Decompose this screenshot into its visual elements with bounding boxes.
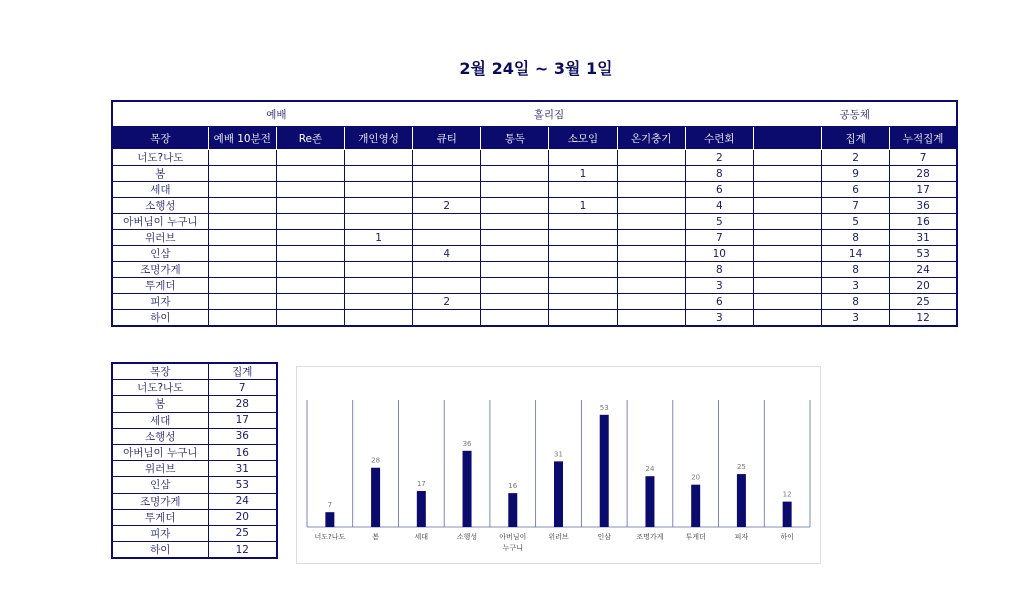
summary-cell: 조명가게 — [112, 493, 208, 509]
table-cell — [208, 198, 276, 214]
table-cell: 8 — [685, 166, 753, 182]
table-cell: 36 — [890, 198, 957, 214]
summary-cell: 31 — [208, 461, 277, 477]
table-cell: 14 — [822, 246, 890, 262]
table-cell: 봄 — [112, 166, 208, 182]
table-cell: 10 — [685, 246, 753, 262]
table-cell — [345, 214, 413, 230]
table-cell — [345, 262, 413, 278]
tick-label: 봄 — [372, 533, 379, 541]
summary-cell: 하이 — [112, 542, 208, 559]
table-cell — [345, 150, 413, 166]
table-cell — [345, 310, 413, 327]
data-label: 20 — [691, 473, 701, 482]
group-spacer — [112, 101, 208, 127]
tick-label: 투게더 — [685, 533, 706, 541]
table-cell — [753, 214, 821, 230]
table-cell: 25 — [890, 294, 957, 310]
data-label: 31 — [554, 450, 563, 459]
table-cell — [617, 150, 685, 166]
table-cell: 16 — [890, 214, 957, 230]
table-cell — [481, 230, 549, 246]
table-cell: 20 — [890, 278, 957, 294]
table-cell: 12 — [890, 310, 957, 327]
bar — [554, 461, 563, 527]
summary-row — [112, 428, 277, 444]
table-cell — [753, 278, 821, 294]
summary-header-row — [112, 363, 277, 380]
table-cell — [413, 150, 481, 166]
column-header: 누적집계 — [890, 127, 957, 150]
table-cell — [617, 294, 685, 310]
bar — [737, 474, 746, 527]
column-header-row — [112, 127, 957, 150]
table-cell: 17 — [890, 182, 957, 198]
summary-cell: 7 — [208, 380, 277, 396]
summary-row — [112, 509, 277, 525]
summary-cell: 너도?나도 — [112, 380, 208, 396]
summary-cell: 위러브 — [112, 461, 208, 477]
summary-cell: 12 — [208, 542, 277, 559]
data-label: 17 — [416, 480, 426, 489]
table-cell — [276, 246, 344, 262]
table-row — [112, 230, 957, 246]
table-cell — [413, 230, 481, 246]
table-cell — [481, 214, 549, 230]
bar — [371, 468, 380, 527]
summary-cell: 인삼 — [112, 477, 208, 493]
table-cell: 9 — [822, 166, 890, 182]
bar — [691, 485, 700, 527]
column-header: 개인영성 — [345, 127, 413, 150]
table-cell — [481, 246, 549, 262]
table-cell — [753, 182, 821, 198]
table-cell: 조명가게 — [112, 262, 208, 278]
data-label: 24 — [645, 465, 655, 474]
table-cell: 하이 — [112, 310, 208, 327]
column-header — [753, 127, 821, 150]
table-cell — [276, 294, 344, 310]
table-cell — [549, 294, 617, 310]
page-title: 2월 24일 ~ 3월 1일 — [459, 59, 613, 78]
table-cell: 너도?나도 — [112, 150, 208, 166]
table-cell — [345, 294, 413, 310]
data-label: 12 — [782, 490, 792, 499]
table-row — [112, 198, 957, 214]
summary-row — [112, 493, 277, 509]
table-cell — [617, 214, 685, 230]
table-cell: 8 — [822, 294, 890, 310]
table-cell — [276, 182, 344, 198]
summary-row — [112, 444, 277, 460]
table-cell — [617, 310, 685, 327]
table-cell: 투게더 — [112, 278, 208, 294]
table-cell — [617, 230, 685, 246]
table-cell — [753, 262, 821, 278]
table-cell — [208, 150, 276, 166]
table-cell — [481, 166, 549, 182]
table-row — [112, 166, 957, 182]
table-cell — [753, 294, 821, 310]
table-cell — [276, 166, 344, 182]
column-header: 예배 10분전 — [208, 127, 276, 150]
table-cell — [413, 166, 481, 182]
table-cell — [208, 182, 276, 198]
table-cell: 5 — [685, 214, 753, 230]
summary-cell: 투게더 — [112, 509, 208, 525]
summary-row — [112, 396, 277, 412]
table-cell — [549, 150, 617, 166]
summary-cell: 24 — [208, 493, 277, 509]
table-cell — [413, 262, 481, 278]
table-cell — [617, 182, 685, 198]
table-cell: 2 — [413, 198, 481, 214]
table-cell — [753, 246, 821, 262]
table-cell — [345, 182, 413, 198]
table-cell: 1 — [549, 166, 617, 182]
table-cell — [276, 214, 344, 230]
table-row — [112, 294, 957, 310]
tick-label: 하이 — [780, 533, 794, 541]
table-cell — [481, 150, 549, 166]
table-cell — [617, 166, 685, 182]
bar — [325, 512, 334, 527]
table-cell — [617, 246, 685, 262]
summary-cell: 아버님이 누구니 — [112, 444, 208, 460]
table-cell: 6 — [822, 182, 890, 198]
tick-label: 누구니 — [502, 544, 523, 552]
table-cell — [413, 182, 481, 198]
summary-cell: 16 — [208, 444, 277, 460]
table-cell — [549, 310, 617, 327]
table-cell — [345, 246, 413, 262]
table-cell: 6 — [685, 182, 753, 198]
table-cell: 7 — [822, 198, 890, 214]
summary-cell: 28 — [208, 396, 277, 412]
table-cell — [753, 310, 821, 327]
tick-label: 조명가게 — [636, 533, 664, 541]
data-label: 16 — [508, 482, 518, 491]
summary-header: 목장 — [112, 363, 208, 380]
data-label: 25 — [736, 463, 746, 472]
column-header: 집계 — [822, 127, 890, 150]
tick-label: 소행성 — [456, 533, 478, 541]
table-row — [112, 214, 957, 230]
tick-label: 위러브 — [548, 533, 569, 541]
table-cell — [345, 198, 413, 214]
tick-label: 아버님이 — [499, 533, 527, 541]
table-cell: 2 — [413, 294, 481, 310]
summary-row — [112, 477, 277, 493]
table-cell: 1 — [549, 198, 617, 214]
table-cell — [208, 246, 276, 262]
table-cell — [753, 150, 821, 166]
summary-row — [112, 380, 277, 396]
table-cell: 아버님이 누구니 — [112, 214, 208, 230]
table-cell: 5 — [822, 214, 890, 230]
table-cell: 4 — [685, 198, 753, 214]
table-cell — [481, 310, 549, 327]
table-cell — [413, 278, 481, 294]
bar — [463, 451, 472, 527]
table-cell: 28 — [890, 166, 957, 182]
bar — [508, 493, 517, 527]
column-header: 온기충기 — [617, 127, 685, 150]
table-cell: 53 — [890, 246, 957, 262]
summary-cell: 봄 — [112, 396, 208, 412]
summary-cell: 17 — [208, 412, 277, 428]
table-cell: 7 — [685, 230, 753, 246]
table-cell — [549, 182, 617, 198]
table-cell — [208, 166, 276, 182]
summary-cell: 53 — [208, 477, 277, 493]
summary-cell: 피자 — [112, 525, 208, 541]
bar-chart — [296, 366, 821, 564]
summary-table — [111, 362, 278, 559]
table-row — [112, 246, 957, 262]
bar — [645, 476, 654, 527]
table-cell — [208, 214, 276, 230]
summary-row — [112, 542, 277, 559]
table-cell — [413, 214, 481, 230]
table-cell: 4 — [413, 246, 481, 262]
summary-cell: 20 — [208, 509, 277, 525]
table-cell — [276, 262, 344, 278]
table-cell — [617, 262, 685, 278]
data-label: 7 — [327, 501, 333, 510]
summary-cell: 세대 — [112, 412, 208, 428]
table-cell: 1 — [345, 230, 413, 246]
table-cell — [276, 310, 344, 327]
table-cell — [481, 182, 549, 198]
bar-chart-svg — [297, 367, 820, 563]
data-label: 28 — [371, 456, 381, 465]
table-cell: 7 — [890, 150, 957, 166]
table-row — [112, 182, 957, 198]
table-cell — [549, 214, 617, 230]
table-row — [112, 278, 957, 294]
table-cell: 2 — [822, 150, 890, 166]
table-cell: 위러브 — [112, 230, 208, 246]
bar — [783, 502, 792, 527]
table-cell — [208, 310, 276, 327]
table-cell — [208, 294, 276, 310]
table-cell — [549, 246, 617, 262]
group-header: 홀리짐 — [345, 101, 754, 127]
table-cell — [276, 230, 344, 246]
table-cell: 3 — [685, 310, 753, 327]
table-cell: 3 — [822, 278, 890, 294]
column-header: 수련회 — [685, 127, 753, 150]
column-header: 통독 — [481, 127, 549, 150]
table-cell: 인삼 — [112, 246, 208, 262]
table-cell — [413, 310, 481, 327]
table-cell: 31 — [890, 230, 957, 246]
table-cell: 소행성 — [112, 198, 208, 214]
table-cell: 8 — [685, 262, 753, 278]
table-cell — [208, 230, 276, 246]
summary-cell: 36 — [208, 428, 277, 444]
table-cell — [617, 278, 685, 294]
bar — [600, 415, 609, 527]
table-cell — [276, 198, 344, 214]
column-header: Re존 — [276, 127, 344, 150]
table-cell: 피자 — [112, 294, 208, 310]
table-cell — [481, 262, 549, 278]
table-cell — [276, 278, 344, 294]
table-cell: 3 — [822, 310, 890, 327]
table-cell — [753, 230, 821, 246]
table-cell — [549, 230, 617, 246]
table-cell — [481, 278, 549, 294]
group-header-row — [112, 101, 957, 127]
table-row — [112, 310, 957, 327]
tick-label: 세대 — [414, 533, 429, 541]
table-cell — [753, 198, 821, 214]
table-row — [112, 150, 957, 166]
table-cell: 3 — [685, 278, 753, 294]
table-cell — [481, 198, 549, 214]
group-header: 공동체 — [753, 101, 957, 127]
tick-label: 피자 — [734, 533, 749, 541]
table-cell: 6 — [685, 294, 753, 310]
table-row — [112, 262, 957, 278]
tick-label: 너도?나도 — [314, 533, 346, 541]
table-cell — [549, 262, 617, 278]
summary-row — [112, 461, 277, 477]
column-header: 소모임 — [549, 127, 617, 150]
summary-cell: 25 — [208, 525, 277, 541]
group-header: 예배 — [208, 101, 344, 127]
table-cell — [276, 150, 344, 166]
summary-row — [112, 412, 277, 428]
bar — [417, 491, 426, 527]
table-cell — [208, 278, 276, 294]
weekly-table — [111, 100, 958, 327]
table-cell — [481, 294, 549, 310]
summary-row — [112, 525, 277, 541]
table-cell — [208, 262, 276, 278]
summary-cell: 소행성 — [112, 428, 208, 444]
table-cell — [617, 198, 685, 214]
column-header: 큐티 — [413, 127, 481, 150]
data-label: 36 — [462, 439, 472, 448]
column-header: 목장 — [112, 127, 208, 150]
table-cell — [753, 166, 821, 182]
table-cell — [345, 278, 413, 294]
table-cell: 세대 — [112, 182, 208, 198]
data-label: 53 — [599, 403, 609, 412]
table-cell: 8 — [822, 230, 890, 246]
table-cell: 8 — [822, 262, 890, 278]
table-cell — [345, 166, 413, 182]
tick-label: 인삼 — [597, 533, 611, 541]
table-cell: 2 — [685, 150, 753, 166]
table-cell: 24 — [890, 262, 957, 278]
table-cell — [549, 278, 617, 294]
summary-header: 집계 — [208, 363, 277, 380]
